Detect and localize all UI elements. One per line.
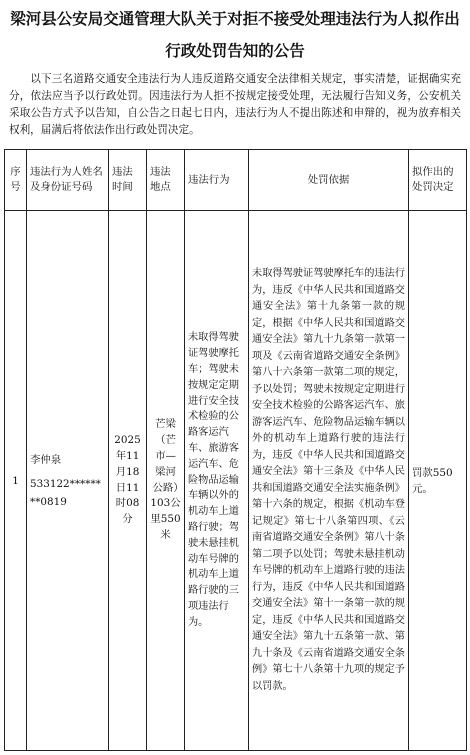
header-name: 违法行为人姓名及身份证号码 xyxy=(27,150,109,211)
cell-acts: 未取得驾驶证驾驶摩托车；驾驶未按规定定期进行安全技术检验的公路客运汽车、旅游客运汽车、危险物品运输车辆以外的机动车上道路行驶；驾驶未悬挂机动车号牌的机动车上道路行驶的三项违法行为。 xyxy=(185,211,249,751)
title-line-1: 梁河县公安局交通管理大队关于对拒不接受处理违法行为人拟作出 xyxy=(10,9,460,28)
title-line-2: 行政处罚告知的公告 xyxy=(165,41,305,60)
cell-time: 2025年11月18日11时08分 xyxy=(109,211,147,751)
table-header-row xyxy=(5,150,467,211)
document-title xyxy=(4,0,466,67)
header-time: 违法时间 xyxy=(109,150,147,211)
header-location: 违法地点 xyxy=(147,150,185,211)
table-row xyxy=(5,211,467,751)
intro-paragraph: 以下三名道路交通安全违法行为人违反道路交通安全法律相关规定，事实清楚，证据确实充分，依法应当予以行政处罚。因违法行为人拒不按规定接受处理，无法履行告知义务，公安机关采取公告方式予以告知，自公告之日起七日内，违法行为人不提出陈述和申辩的，视为放弃相关权利，届满后将依法作出行政处罚决定。 xyxy=(9,73,461,136)
header-basis: 处罚依据 xyxy=(249,150,409,211)
header-acts: 违法行为 xyxy=(185,150,249,211)
cell-offender xyxy=(27,211,109,751)
header-decision: 拟作出的处罚决定 xyxy=(409,150,467,211)
cell-location: 芒梁（芒市—梁河公路）103公里550米 xyxy=(147,211,185,751)
header-seq: 序号 xyxy=(5,150,27,211)
offender-id-number: 533122********0819 xyxy=(30,477,101,508)
offender-name: 李仲泉 xyxy=(30,453,62,466)
cell-decision: 罚款550元。 xyxy=(409,211,467,751)
cell-seq: 1 xyxy=(5,211,27,751)
penalty-table xyxy=(4,149,467,751)
cell-basis: 未取得驾驶证驾驶摩托车的违法行为，违反《中华人民共和国道路交通安全法》第十九条第一款的规定，根据《中华人民共和国道路交通安全法》第九十九条第一款第一项及《云南省道路交通安全条例》第八十六条第一款第二项的规定，予以处罚；驾驶未按规定定期进行安全技术检验的公路客运汽车、旅游客运汽车、危险物品运输车辆以外的机动车上道路行驶的违法行为，违反《中华人民共和国道路交通安全法》第十三条及《中华人民共和国道路交通安全法实施条例》第十六条的规定，根据《机动车登记规定》第七十八条第四项、《云南省道路交通安全条例》第八十条第二项予以处罚；驾驶未悬挂机动车号牌的机动车上道路行驶的违法行为，违反《中华人民共和国道路交通安全法》第十一条第一款的规定，违反《中华人民共和国道路交通安全法》第九十五条第一款、第九十条及《云南省道路交通安全条例》第七十八条第十九项的规定予以罚款。 xyxy=(249,211,409,751)
